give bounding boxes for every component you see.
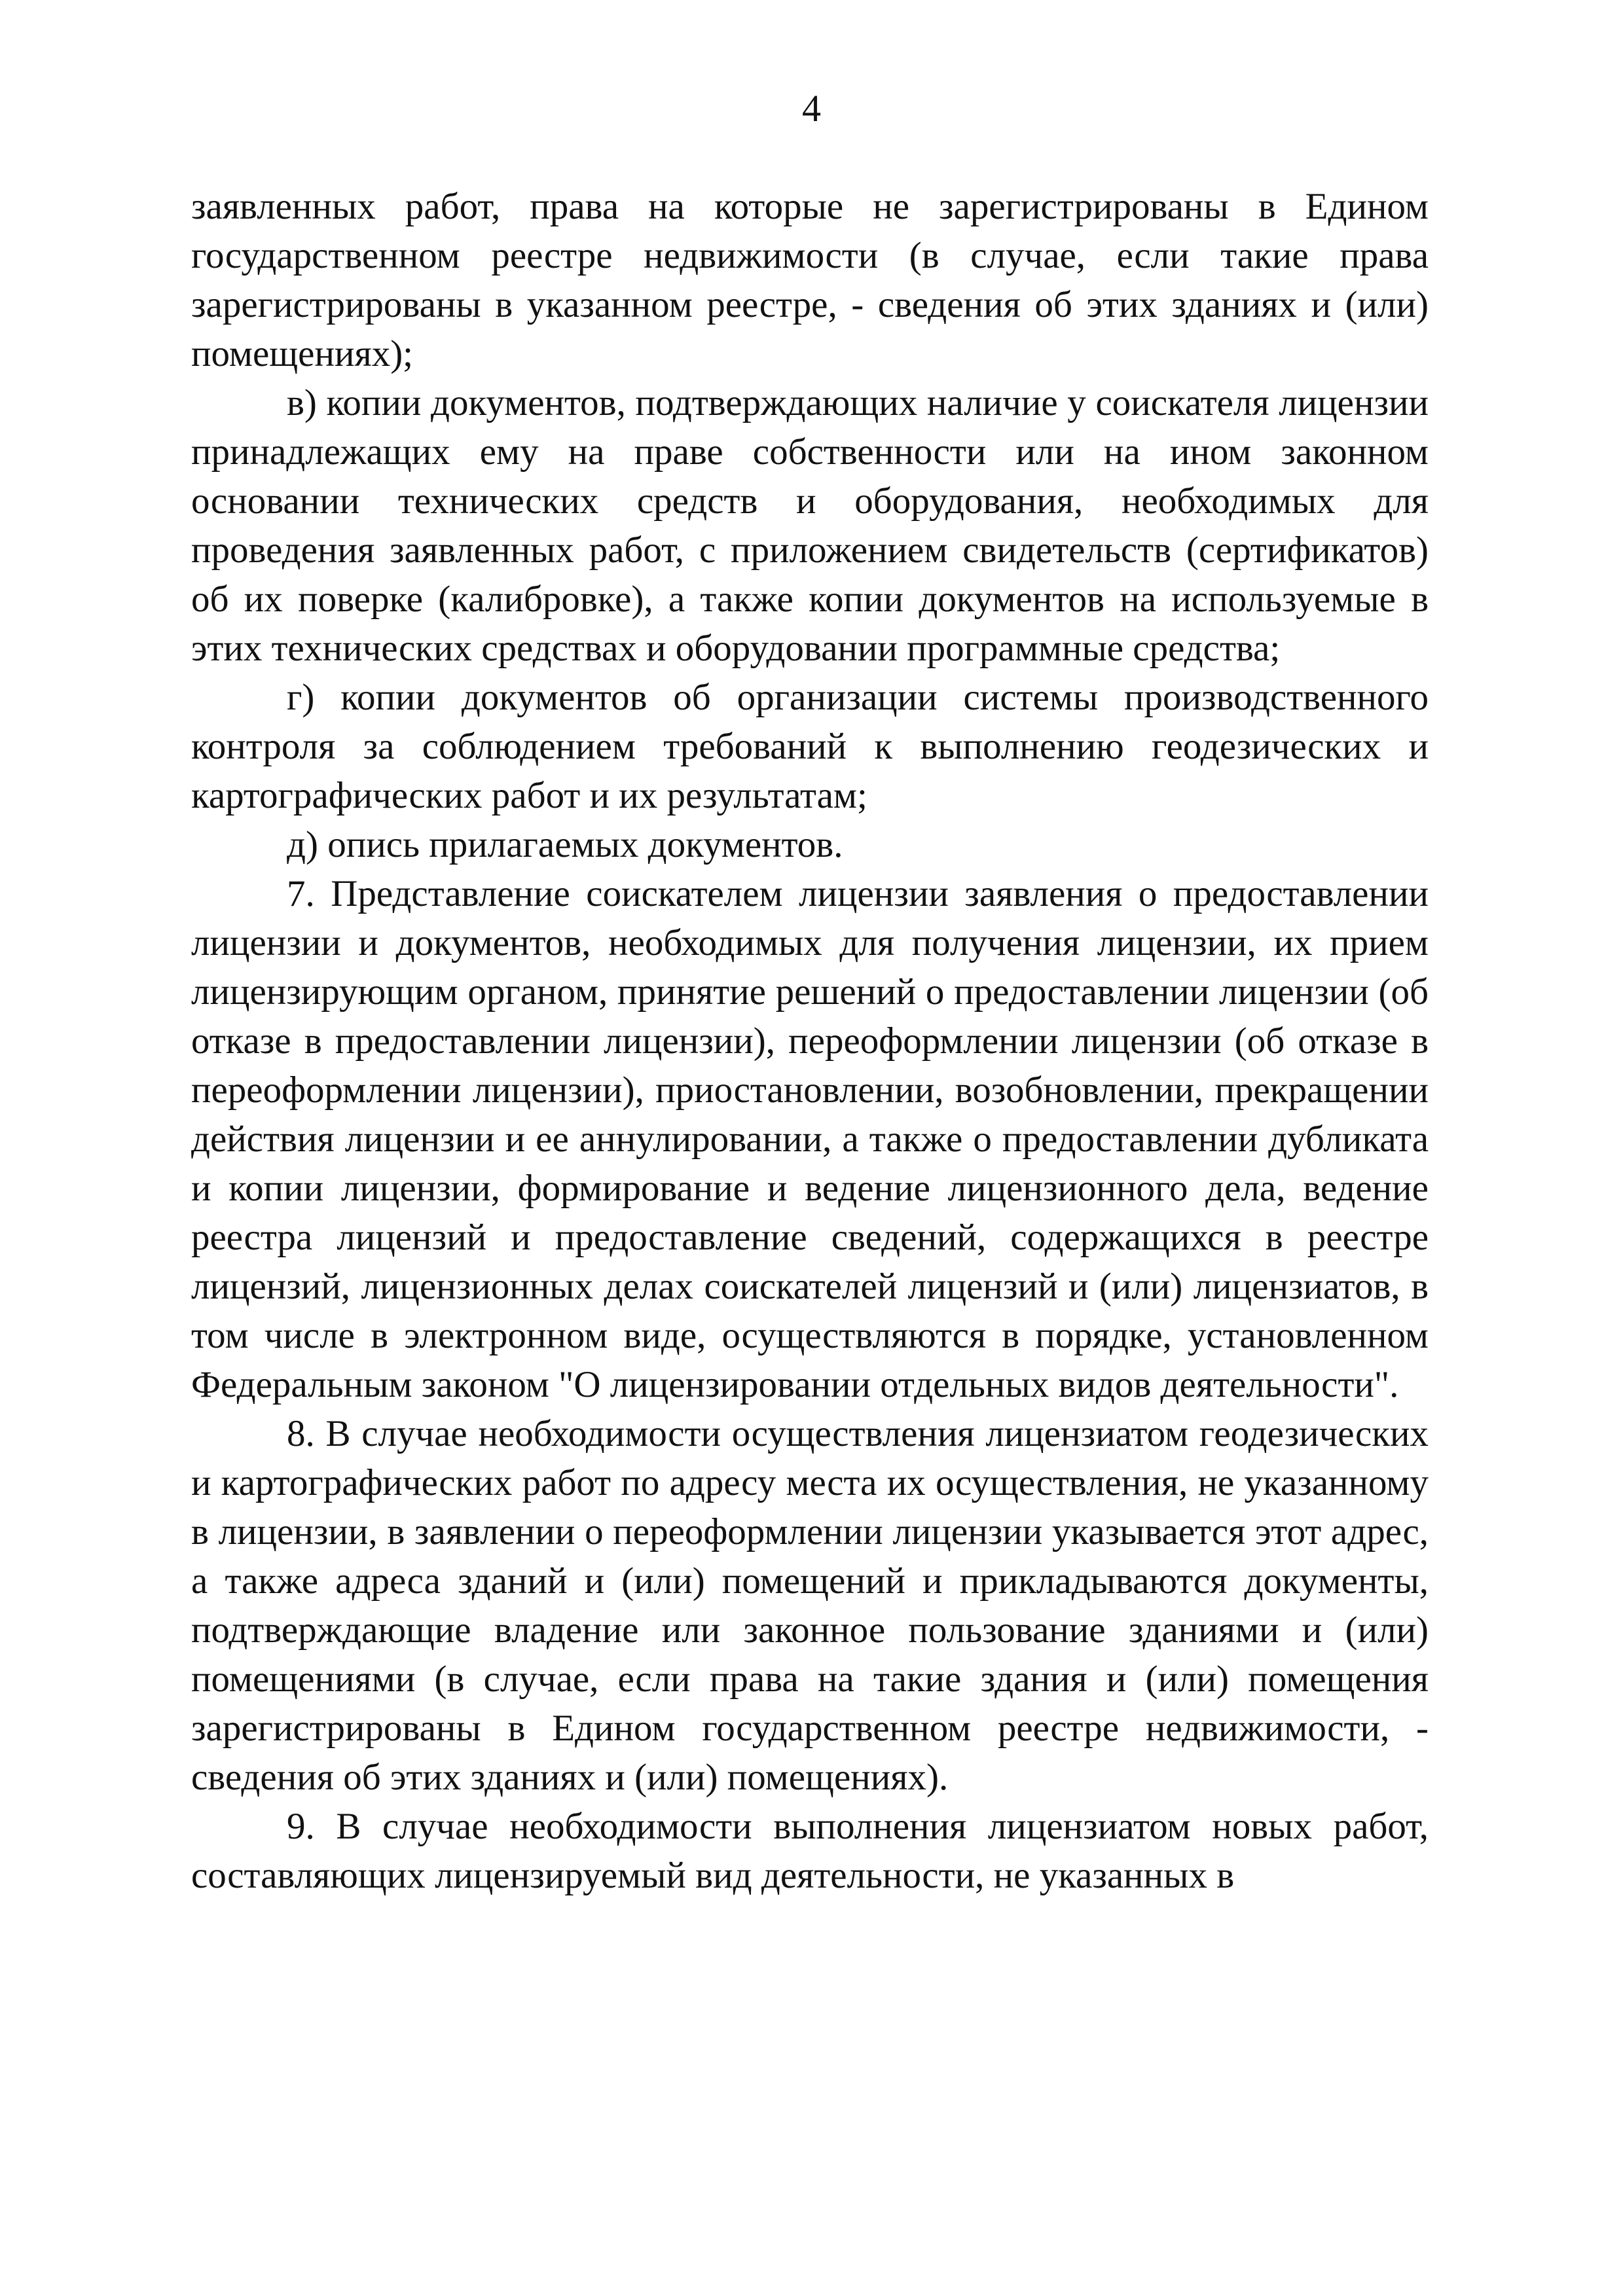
paragraph-item-g: г) копии документов об организации системы производственного контроля за соблюдением требований к выполнению геодезических и картографических работ и их результатам;: [191, 677, 1429, 816]
document-body: [191, 182, 1429, 1900]
page-number: 4: [802, 87, 821, 130]
paragraph-item-v: в) копии документов, подтверждающих наличие у соискателя лицензии принадлежащих ему на праве собственности или на ином законном основании технических средств и оборудования, необходимых для проведения заявленных работ, с приложением свидетельств (сертификатов) об их поверке (калибровке), а также копии документов на используемые в этих технических средствах и оборудовании программные средства;: [191, 382, 1429, 669]
paragraph-item-d: д) опись прилагаемых документов.: [287, 824, 843, 865]
paragraph-clause-8: 8. В случае необходимости осуществления лицензиатом геодезических и картографических работ по адресу места их осуществления, не указанному в лицензии, в заявлении о переоформлении лицензии указывается этот адрес, а также адреса зданий и (или) помещений и прикладываются документы, подтверждающие владение или законное пользование зданиями и (или) помещениями (в случае, если права на такие здания и (или) помещения зарегистрированы в Едином государственном реестре недвижимости, - сведения об этих зданиях и (или) помещениях).: [191, 1413, 1429, 1798]
paragraph-clause-7: 7. Представление соискателем лицензии заявления о предоставлении лицензии и документов, необходимых для получения лицензии, их прием лицензирующим органом, принятие решений о предоставлении лицензии (об отказе в предоставлении лицензии), переоформлении лицензии (об отказе в переоформлении лицензии), приостановлении, возобновлении, прекращении действия лицензии и ее аннулировании, а также о предоставлении дубликата и копии лицензии, формирование и ведение лицензионного дела, ведение реестра лицензий и предоставление сведений, содержащихся в реестре лицензий, лицензионных делах соискателей лицензий и (или) лицензиатов, в том числе в электронном виде, осуществляются в порядке, установленном Федеральным законом "О лицензировании отдельных видов деятельности".: [191, 873, 1429, 1405]
paragraph-continuation: заявленных работ, права на которые не зарегистрированы в Едином государственном реестре недвижимости (в случае, если такие права зарегистрированы в указанном реестре, - сведения об этих зданиях и (или) помещениях);: [191, 186, 1429, 374]
paragraph-clause-9: 9. В случае необходимости выполнения лицензиатом новых работ, составляющих лицензируемый вид деятельности, не указанных в: [191, 1806, 1429, 1896]
